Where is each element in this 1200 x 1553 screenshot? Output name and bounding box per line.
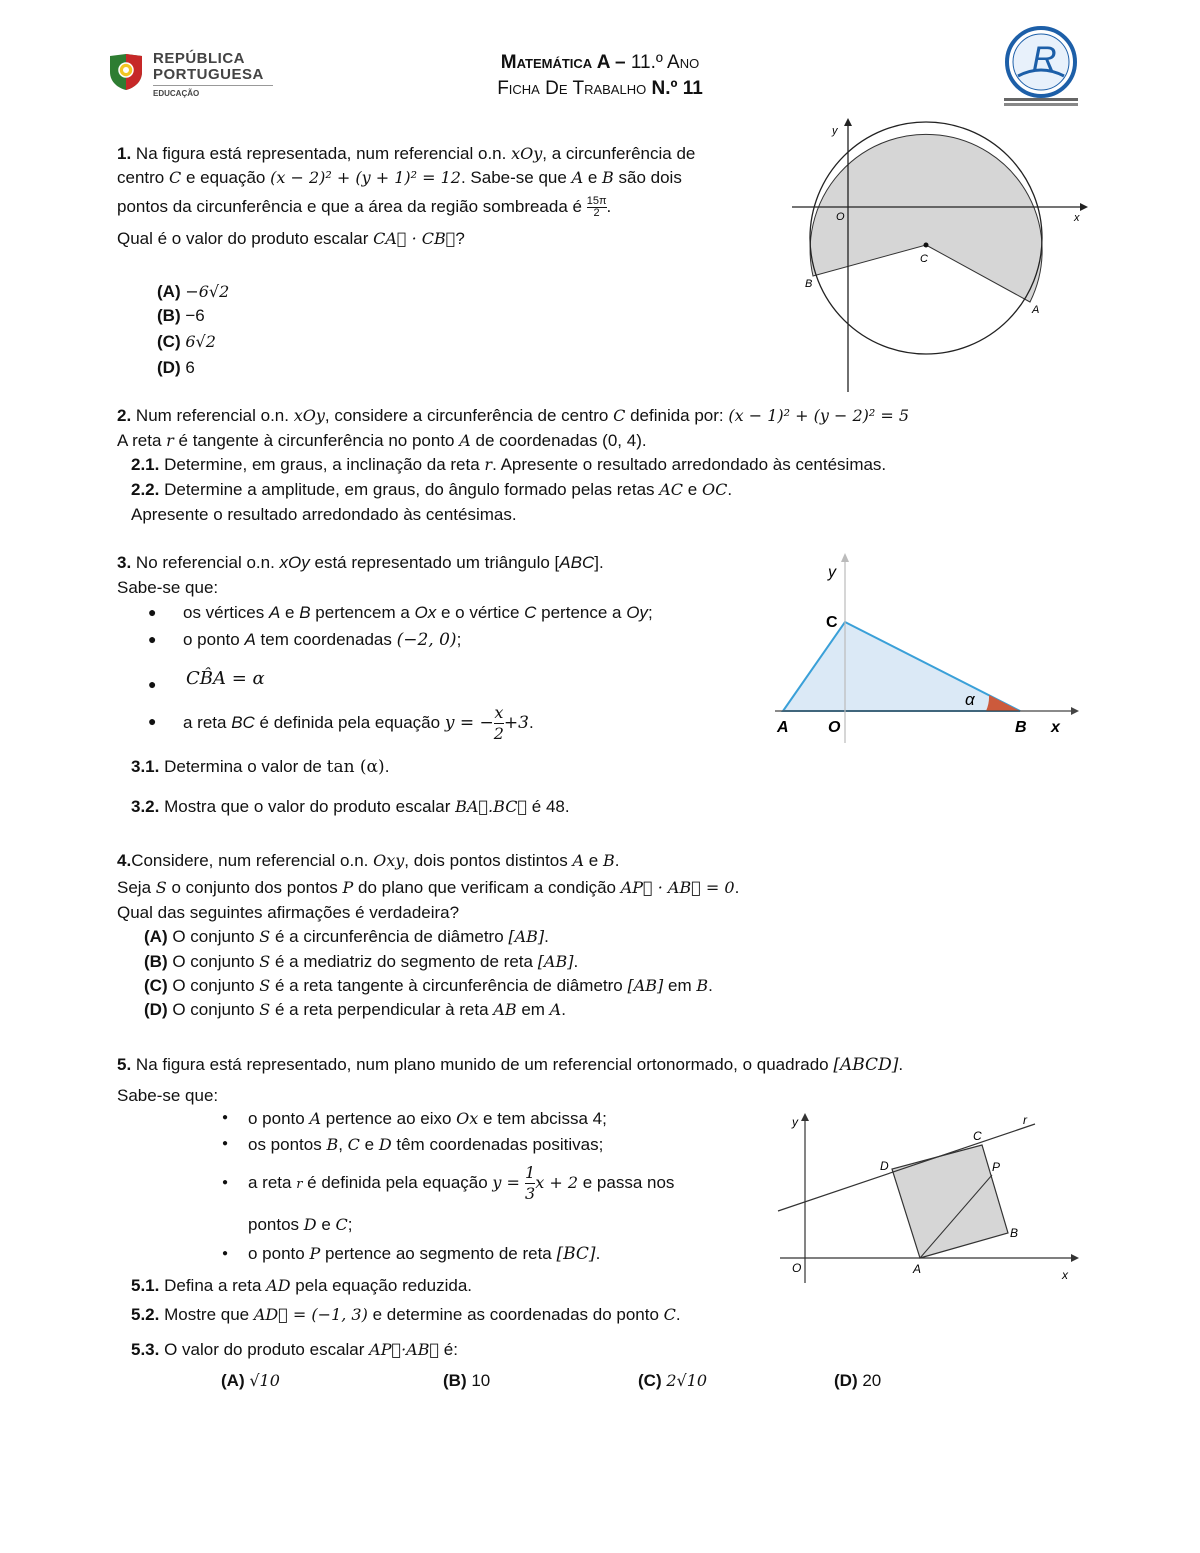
doc-title-line2: Ficha De Trabalho N.º 11 <box>497 78 703 99</box>
q1-line1: 1. Na figura está representada, num referencial o.n. xOy, a circunferência de <box>117 144 696 163</box>
q3-bullet3-icon: ● <box>148 676 157 692</box>
q3-label-c: C <box>826 614 838 631</box>
q5-label-y: y <box>792 1115 798 1129</box>
school-logo <box>998 24 1084 108</box>
q5-bullet4-icon: ● <box>222 1248 229 1259</box>
q1-center-point <box>924 243 929 248</box>
q1-label-x: x <box>1074 212 1080 224</box>
q3-label-x: x <box>1051 719 1060 736</box>
q3-bullet2: o ponto A tem coordenadas (−2, 0); <box>183 630 462 650</box>
q5-line2: Sabe-se que: <box>117 1086 219 1105</box>
doc-title-line1: Matemática A – 11.º Ano <box>500 52 700 73</box>
q2-line2: A reta r é tangente à circunferência no ponto A de coordenadas (0, 4). <box>117 431 647 450</box>
q3-label-y: y <box>828 564 836 581</box>
q1-label-y: y <box>832 125 838 137</box>
q5-bullet2-icon: ● <box>222 1138 229 1149</box>
logo-letter: R <box>1032 40 1057 78</box>
q5-bullet1: o ponto A pertence ao eixo Ox e tem abcissa 4; <box>248 1109 607 1128</box>
q5-label-r: r <box>1023 1113 1027 1127</box>
q1-label-o: O <box>836 211 845 223</box>
q5-line1: 5. Na figura está representado, num plano munido de um referencial ortonormado, o quadrado [ABCD]. <box>117 1055 904 1075</box>
q3-label-b: B <box>1015 719 1027 736</box>
q4-option-d: (D) O conjunto S é a reta perpendicular à reta AB em A. <box>144 1000 566 1019</box>
q3-bullet4: a reta BC é definida pela equação y = − $\frac{x}{2}$ +3. <box>183 703 534 744</box>
logo-title-2: PORTUGUESA <box>153 66 264 83</box>
q3-y-arrow-icon <box>841 553 849 562</box>
q3-triangle <box>783 622 1020 711</box>
q3-angle-alpha-mark <box>986 695 1020 711</box>
q5-bullet2: os pontos B, C e D têm coordenadas positivas; <box>248 1135 604 1154</box>
q5-bullet3: a reta r é definida pela equação y = $\frac{1}{3}$ x + 2 e passa nos <box>248 1163 675 1204</box>
q5-label-o: O <box>792 1261 802 1275</box>
q5-bullet4: o ponto P pertence ao segmento de reta [BC]. <box>248 1244 601 1264</box>
q2-sub1: 2.1. Determine, em graus, a inclinação da reta r. Apresente o resultado arredondado às centésimas. <box>131 455 887 474</box>
q5-label-b: B <box>1010 1226 1019 1240</box>
q5-y-arrow-icon <box>801 1113 809 1121</box>
q5-sub1: 5.1. Defina a reta AD pela equação reduzida. <box>131 1276 473 1295</box>
q1-y-arrow-icon <box>844 118 852 126</box>
q3-bullet4-icon: ● <box>148 713 157 729</box>
q3-bullet1-icon: ● <box>148 604 157 620</box>
q5-option-d: (D) 20 <box>834 1371 882 1390</box>
q5-sub3: 5.3. O valor do produto escalar AP⃗·AB⃗ é: <box>131 1340 458 1359</box>
q5-label-x: x <box>1062 1268 1068 1282</box>
q5-figure <box>770 1105 1090 1290</box>
q4-line1: 4.Considere, num referencial o.n. Oxy, dois pontos distintos A e B. <box>117 851 620 870</box>
q1-line3: pontos da circunferência e que a área da região sombreada é $\frac{15\pi}{2}$ . <box>117 195 612 220</box>
q3-label-alpha: α <box>965 690 975 709</box>
q1-option-a: (A) −6√2 <box>157 282 230 301</box>
q5-option-c: (C) 2√10 <box>638 1371 708 1390</box>
q2-sub2-line2: Apresente o resultado arredondado às centésimas. <box>131 505 517 524</box>
q4-line2: Seja S o conjunto dos pontos P do plano que verificam a condição AP⃗ · AB⃗ = 0. <box>117 878 740 897</box>
q2-line1: 2. Num referencial o.n. xOy, considere a circunferência de centro C definida por: (x − 1)² + (y − 2)² = 5 <box>117 406 910 425</box>
q5-label-d: D <box>880 1159 889 1173</box>
logo-subtitle: EDUCAÇÃO <box>153 89 200 98</box>
q1-line2: centro C e equação (x − 2)² + (y + 1)² = 12. Sabe-se que A e B são dois <box>117 168 682 187</box>
q5-bullet3-icon: ● <box>222 1177 229 1188</box>
logo-title-1: REPÚBLICA <box>153 50 246 67</box>
q5-bullet3-cont: pontos D e C; <box>248 1215 353 1234</box>
q3-label-o: O <box>828 719 841 736</box>
q3-bullet3: CB̂A = α <box>186 668 265 689</box>
q1-x-arrow-icon <box>1080 203 1088 211</box>
q4-option-b: (B) O conjunto S é a mediatriz do segmento de reta [AB]. <box>144 952 579 971</box>
q3-sub2: 3.2. Mostra que o valor do produto escalar BA⃗.BC⃗ é 48. <box>131 797 570 816</box>
q5-option-b: (B) 10 <box>443 1371 491 1390</box>
q3-label-a: A <box>777 719 789 736</box>
q5-x-arrow-icon <box>1071 1254 1079 1262</box>
q1-figure <box>780 112 1100 402</box>
q3-line1: 3. No referencial o.n. xOy está representado um triângulo [ABC]. <box>117 553 604 572</box>
q5-option-a: (A) √10 <box>221 1371 280 1390</box>
q3-bullet1: os vértices A e B pertencem a Ox e o vértice C pertence a Oy; <box>183 603 653 622</box>
q1-line4: Qual é o valor do produto escalar CA⃗ · CB⃗? <box>117 229 465 248</box>
q5-label-p: P <box>992 1160 1001 1174</box>
q1-option-c: (C) 6√2 <box>157 332 216 351</box>
q1-label-c: C <box>920 253 928 265</box>
q1-option-b: (B) −6 <box>157 306 205 325</box>
q3-sub1: 3.1. Determina o valor de tan (α). <box>131 757 390 777</box>
q5-label-a: A <box>913 1262 922 1276</box>
q4-option-c: (C) O conjunto S é a reta tangente à circunferência de diâmetro [AB] em B. <box>144 976 713 995</box>
q5-bullet1-icon: ● <box>222 1112 229 1123</box>
q1-option-d: (D) 6 <box>157 358 195 377</box>
q4-option-a: (A) O conjunto S é a circunferência de diâmetro [AB]. <box>144 927 549 946</box>
q3-x-arrow-icon <box>1071 707 1079 715</box>
q5-sub2: 5.2. Mostre que AD⃗ = (−1, 3) e determine as coordenadas do ponto C. <box>131 1305 681 1324</box>
q2-sub2: 2.2. Determine a amplitude, em graus, do ângulo formado pelas retas AC e OC. <box>131 480 733 499</box>
q3-bullet2-icon: ● <box>148 631 157 647</box>
q5-square <box>892 1145 1008 1258</box>
q5-label-c: C <box>973 1129 982 1143</box>
q3-figure <box>765 548 1085 748</box>
q1-label-a: A <box>1032 304 1040 316</box>
school-emblem-icon <box>998 24 1084 108</box>
q1-label-b: B <box>805 278 813 290</box>
q3-line2: Sabe-se que: <box>117 578 219 597</box>
q4-line3: Qual das seguintes afirmações é verdadeira? <box>117 903 460 922</box>
q1-shaded-region <box>810 134 1042 302</box>
